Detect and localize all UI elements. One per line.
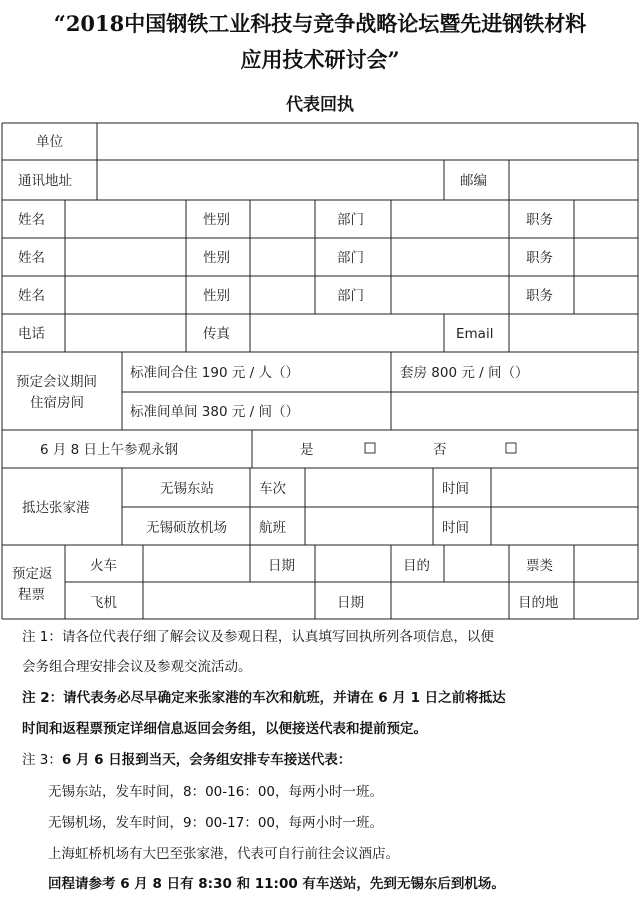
position-label-2: 职务: [526, 250, 553, 266]
arrival-label: 抵达张家港: [22, 500, 90, 516]
name-label-3: 姓名: [18, 288, 45, 304]
accommodation-label-line2: 住宿房间: [30, 395, 84, 411]
airport-wuxi-label: 无锡硕放机场: [146, 520, 227, 536]
visit-yes-checkbox[interactable]: [365, 443, 375, 453]
gender-label-2: 性别: [203, 250, 230, 266]
return-info: 回程请参考 6 月 8 日有 8:30 和 11:00 有车送站，先到无锡东后到机场。: [48, 876, 505, 892]
note-3-prefix: 注 3：: [22, 752, 62, 768]
ticket-type-label: 票类: [526, 558, 553, 574]
form-subtitle: 代表回执: [286, 95, 354, 115]
registration-form-table: [0, 120, 640, 620]
flight-number-label: 航班: [259, 520, 286, 536]
train-number-label: 车次: [259, 481, 286, 497]
note-2-line-2: 时间和返程票预定详细信息返回会务组，以便接送代表和提前预定。: [22, 721, 427, 737]
gender-label-3: 性别: [203, 288, 230, 304]
flight-time-label: 时间: [442, 520, 469, 536]
plane-label: 飞机: [90, 595, 117, 611]
return-label-line2: 程票: [18, 587, 45, 603]
note-1-line-1: 注 1：请各位代表仔细了解会议及参观日程，认真填写回执所列各项信息，以便: [22, 629, 494, 645]
name-label-2: 姓名: [18, 250, 45, 266]
train-time-label: 时间: [442, 481, 469, 497]
email-label: Email: [456, 326, 494, 342]
plane-date-label: 日期: [337, 595, 364, 611]
note-1-line-2: 会务组合理安排会议及参观交流活动。: [22, 659, 252, 675]
visit-label: 6 月 8 日上午参观永钢: [40, 442, 179, 458]
fax-label: 传真: [203, 326, 230, 342]
train-label: 火车: [90, 558, 117, 574]
destination-label: 目的: [403, 558, 430, 574]
shuttle-line-1: 无锡东站，发车时间，8：00-16：00，每两小时一班。: [48, 784, 383, 800]
address-label: 通讯地址: [18, 173, 72, 189]
room-suite-option: 套房 800 元 / 间（）: [400, 365, 529, 381]
room-shared-option: 标准间合住 190 元 / 人（）: [130, 365, 299, 381]
note-3: [22, 750, 622, 770]
train-date-label: 日期: [268, 558, 295, 574]
visit-yes-label: 是: [300, 442, 314, 458]
title-line-2: 应用技术研讨会”: [240, 47, 400, 72]
unit-label: 单位: [36, 134, 63, 150]
title-line-1: “2018中国钢铁工业科技与竞争战略论坛暨先进钢铁材料: [53, 11, 587, 36]
return-label-line1: 预定返: [12, 566, 53, 582]
note-2-line-1: 注 2：请代表务必尽早确定来张家港的车次和航班，并请在 6 月 1 日之前将抵达: [22, 690, 506, 706]
shuttle-line-2: 无锡机场，发车时间，9：00-17：00，每两小时一班。: [48, 815, 383, 831]
position-label-3: 职务: [526, 288, 553, 304]
station-wuxi-east-label: 无锡东站: [160, 481, 214, 497]
shuttle-line-3: 上海虹桥机场有大巴至张家港，代表可自行前往会议酒店。: [48, 846, 399, 862]
visit-no-label: 否: [433, 442, 447, 458]
visit-no-checkbox[interactable]: [506, 443, 516, 453]
postcode-label: 邮编: [460, 173, 487, 189]
phone-label: 电话: [18, 326, 45, 342]
room-single-option: 标准间单间 380 元 / 间（）: [130, 404, 299, 420]
department-label-1: 部门: [337, 212, 364, 228]
department-label-3: 部门: [337, 288, 364, 304]
position-label-1: 职务: [526, 212, 553, 228]
note-3-text: 6 月 6 日报到当天，会务组安排专车接送代表：: [61, 752, 352, 768]
gender-label-1: 性别: [203, 212, 230, 228]
name-label-1: 姓名: [18, 212, 45, 228]
department-label-2: 部门: [337, 250, 364, 266]
accommodation-label-line1: 预定会议期间: [16, 374, 97, 390]
destination-full-label: 目的地: [518, 595, 559, 611]
